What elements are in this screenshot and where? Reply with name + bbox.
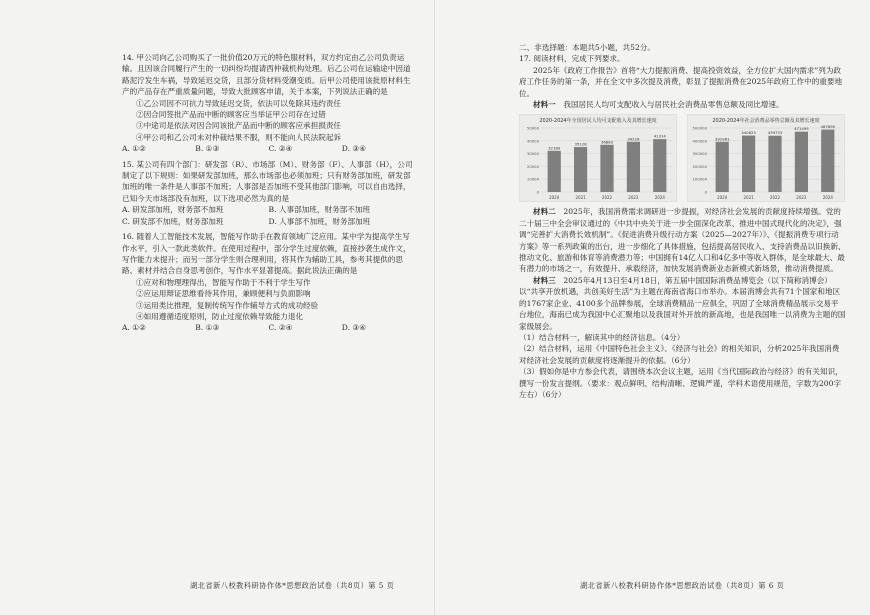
- bar: [653, 140, 666, 193]
- section-heading: 二、非选择题：本题共5小题，共52分。: [519, 43, 655, 52]
- income-bar-chart: [519, 114, 677, 202]
- answer-options: [122, 204, 415, 227]
- option-b: B. ①③: [195, 323, 220, 333]
- retail-bar-chart: [687, 114, 845, 202]
- statement-item: ③运用类比推理，复制传统写作作辅导方式的成功经验: [136, 300, 319, 310]
- question-15: [122, 159, 415, 227]
- statement-item: ③中途司是依法对因合同该批产品而中断的顾客应承担损责任: [136, 121, 342, 131]
- x-tick-label: 2020: [549, 195, 560, 201]
- bar: [821, 130, 834, 192]
- chart-title: 2020-2024年全国居民人均可支配收入及其增长速度: [539, 118, 657, 125]
- data-label: 36883: [600, 139, 614, 145]
- x-tick-label: 2023: [628, 195, 639, 201]
- x-tick-label: 2021: [575, 195, 586, 201]
- y-tick-label: 40000: [526, 138, 539, 144]
- y-tick-label: 50000: [526, 125, 539, 131]
- answer-options: [122, 322, 415, 333]
- y-tick-label: 200000: [692, 164, 707, 170]
- material-text: 2025年4月13日至4月18日，第五届中国国际消费品博览会（以下简称消博会）以“共享开放机遇，共创美好生活”为主题在海南省海口市举办。本届消博会共有71个国家和地区的1767家企业、4100多个品牌参展，全球消费精品一应俱全，巩固了全球消费精品展示交易平台地位，海南已成为我国中心汇聚地以及我国对外开放的新高地，也是我国唯一以消费为主题的国家级展会。: [519, 275, 846, 331]
- statement-item: ④甲公司和乙公司未对仲裁结果不服，则不能向人民法院起诉: [136, 132, 342, 142]
- x-tick-label: 2022: [769, 195, 781, 201]
- data-label: 35128: [574, 141, 587, 147]
- y-tick-label: 0: [536, 189, 539, 195]
- statement-item: ④如用遵循适度原则，防止过度依赖导致能力退化: [136, 311, 304, 321]
- statement-item: ②因合同签批产品而中断的顾客应当举证甲公司存在过错: [136, 110, 326, 120]
- x-tick-label: 2024: [654, 195, 665, 201]
- data-label: 39218: [627, 136, 640, 142]
- y-tick-label: 10000: [526, 177, 539, 183]
- y-tick-label: 0: [704, 189, 707, 195]
- data-label: 391981: [714, 136, 730, 142]
- data-label: 440823: [741, 130, 756, 136]
- option-a: A. ①②: [122, 144, 146, 154]
- x-tick-label: 2020: [717, 195, 728, 201]
- material-text: 我国居民人均可支配收入与居民社会消费品零售总额及同比增速。: [563, 100, 784, 110]
- y-tick-label: 30000: [526, 151, 539, 157]
- question-stem: 16. 随着人工智能技术发展，智能写作助手在教育领域广泛应用。某中学为提高学生写作水平，引入一款此类软件。在使用过程中，部分学生过度依赖，直接抄袭生成作文，写作能力未提升；而另一部分学生则合理利用，将其作为辅助工具，参考其提供的思路、素材并结合自身思考创作，写作水平显著提高。据此说法正确的是: [122, 232, 411, 276]
- option-d: D. ③④: [341, 144, 367, 154]
- option-b: B. 人事部加班，财务部不加班: [268, 205, 371, 215]
- y-tick-label: 100000: [692, 177, 707, 183]
- task-3: （3）假如你是中方参会代表，请围绕本次会议主题，运用《当代国际政治与经济》的有关知识，撰写一份发言提纲。（要求：观点鲜明、结构清晰、逻辑严谨，学科术语使用规范，字数为200字左右）（6分）: [519, 367, 843, 399]
- question-stem: 14. 甲公司向乙公司购买了一批价值20万元的特色服材料，双方约定由乙公司负责运输。且因该合同履行产生的一切纠纷均提请西仲裁机构处理。后乙公司在运输途中因道路泥泞发生车祸，导致延迟交货，且部分货材料受潮变质。后甲公司使用该批原材料生产的产品存在严重质量问题，导致大批顾客申请，关于本案，下列说法正确的是: [122, 53, 411, 97]
- task-2: （2）结合材料，运用《中国特色社会主义》、《经济与社会》的相关知识，分析2025年我国消费对经济社会发展的贡献度将逐渐提升的依据。（6分）: [519, 344, 840, 365]
- bar: [768, 136, 781, 192]
- bar: [795, 132, 808, 192]
- question-16: [122, 231, 415, 334]
- option-c: C. 研发部不加班，财务部加班: [122, 216, 224, 226]
- x-tick-label: 2022: [601, 195, 613, 201]
- material-label: 材料二: [533, 207, 556, 217]
- option-b: B. ①③: [195, 144, 220, 154]
- option-a: A. 研发部加班，财务部不加班: [122, 205, 224, 215]
- data-label: 487895: [820, 124, 836, 130]
- x-tick-label: 2023: [796, 195, 807, 201]
- y-tick-label: 300000: [692, 151, 707, 157]
- option-d: D. ③④: [341, 323, 367, 333]
- option-c: C. ②④: [268, 323, 293, 333]
- statement-item: ①乙公司因不可抗力导致延迟交货，依法可以免除其违约责任: [136, 98, 342, 108]
- statement-item: ①应对和物理理得出，智能写作助于不利于学生写作: [136, 277, 311, 287]
- right-page: [435, 0, 870, 615]
- material-text: 2025年，我国消费需求调研进一步提振，对经济社会发展的贡献度持续增强。党的二十届三中全会审议通过的《中共中央关于进一步全面深化改革、推进中国式现代化的决定》，强调“完善扩大消费长效机制”。《促进消费升级行动方案（2025—2027年）》、《提振消费专项行动方案》等一系列政策的出台，进一步细化了具体措施，包括提高居民收入、支持消费品以旧换新、推动文化、旅游和体育等消费潜力等；中国拥有14亿人口和4亿多中等收入群体，是全球最大、最有潜力的市场之一，有效提升、承载经济，加快发展消费新业态新模式新场景，推动消费提质。: [519, 207, 846, 274]
- intro-paragraph: 2025年《政府工作报告》首将“大力提振消费、提高投资效益，全方位扩大国内需求”列为政府工作任务的第一条，并在全文中多次提及消费，彰显了提振消费在2025年政府工作中的重要地位。: [519, 65, 843, 98]
- y-tick-label: 400000: [692, 138, 707, 144]
- option-d: D. 人事部不加班，财务部加班: [268, 216, 371, 226]
- bar: [716, 142, 729, 192]
- chart-title: 2020-2024年社会消费品零售总额及其增长速度: [712, 118, 820, 125]
- bar: [600, 145, 613, 192]
- bar: [742, 136, 755, 192]
- page-footer: 湖北省新八校教科研协作体*思想政治试卷（共8页）第 6 页: [580, 581, 785, 590]
- y-tick-label: 20000: [526, 164, 539, 170]
- statement-item: ②应运用辩证思维看待其作用，兼顾便利与负面影响: [136, 289, 311, 299]
- question-17-heading: 17. 阅读材料，完成下列要求。: [519, 54, 625, 64]
- bar: [548, 151, 561, 192]
- data-label: 41314: [653, 134, 666, 140]
- material-2: [519, 206, 846, 274]
- charts-row: [519, 114, 846, 202]
- material-3: [519, 275, 846, 332]
- material-label: 材料三: [533, 275, 556, 285]
- data-label: 439733: [767, 130, 783, 136]
- x-tick-label: 2021: [743, 195, 754, 201]
- option-a: A. ①②: [122, 323, 146, 333]
- x-tick-label: 2024: [822, 195, 833, 201]
- task-1: （1）结合材料一，解读其中的经济信息。（4分）: [519, 332, 685, 342]
- page-footer: 湖北省新八校教科研协作体*思想政治试卷（共8页）第 5 页: [190, 581, 395, 590]
- y-tick-label: 500000: [692, 125, 707, 131]
- material-1: [519, 99, 846, 110]
- question-14: [122, 52, 415, 155]
- data-label: 471495: [794, 126, 809, 132]
- data-label: 32189: [548, 145, 561, 151]
- question-stem: 15. 某公司有四个部门：研发部（R）、市场部（M）、财务部（F）、人事部（H），公司制定了以下规则：如果研发部加班，那么市场部也必须加班；只有财务部加班，研发部加班的唯一条件是人事部不加班；人事部是否加班不受其他部门影响，可以自由选择，已知今天市场部没有加班，以下选项必然为真的是: [122, 159, 413, 203]
- material-label: 材料一: [533, 100, 556, 110]
- answer-options: [122, 143, 415, 154]
- bar: [574, 147, 587, 192]
- bar: [627, 142, 640, 192]
- option-c: C. ②④: [268, 144, 293, 154]
